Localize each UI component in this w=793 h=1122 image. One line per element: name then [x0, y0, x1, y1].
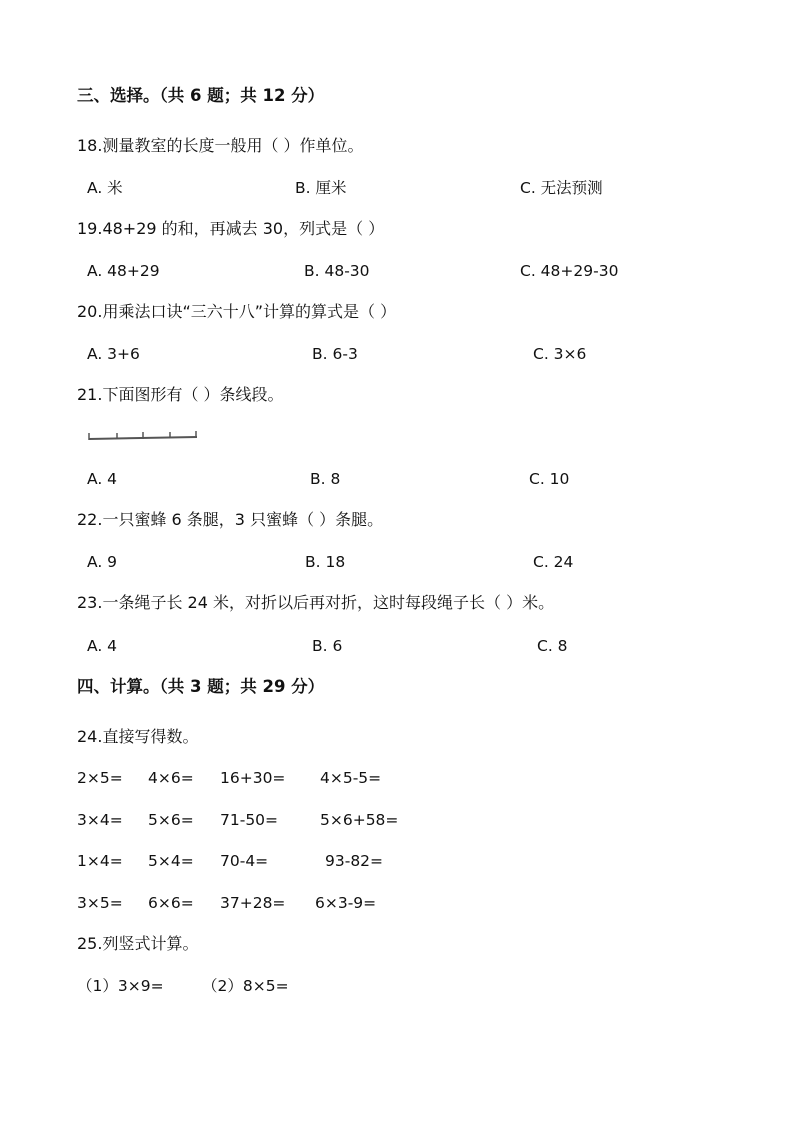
- q21-option-c: C. 10: [529, 470, 570, 488]
- calc-item: 70-4=: [220, 852, 269, 870]
- question-25: 25.列竖式计算。: [77, 934, 199, 953]
- q19-option-b: B. 48-30: [304, 262, 370, 280]
- q19-option-a: A. 48+29: [87, 262, 160, 280]
- section-4-heading: 四、计算。（共 3 题；共 29 分）: [77, 677, 325, 696]
- q18-option-a: A. 米: [87, 179, 123, 197]
- q20-option-c: C. 3×6: [533, 345, 587, 363]
- question-19: 19.48+29 的和，再减去 30，列式是（ ）: [77, 219, 385, 238]
- calc-item: 16+30=: [220, 769, 286, 787]
- calc-item: 3×4=: [77, 811, 123, 829]
- q25-item-1: （1）3×9=: [77, 977, 164, 995]
- calc-item: 37+28=: [220, 894, 286, 912]
- question-20: 20.用乘法口诀“三六十八”计算的算式是（ ）: [77, 302, 397, 321]
- calc-item: 4×6=: [148, 769, 194, 787]
- calc-item: 1×4=: [77, 852, 123, 870]
- calc-item: 4×5-5=: [320, 769, 382, 787]
- q18-option-c: C. 无法预测: [520, 179, 603, 197]
- question-22: 22.一只蜜蜂 6 条腿，3 只蜜蜂（ ）条腿。: [77, 510, 384, 529]
- calc-item: 5×6+58=: [320, 811, 399, 829]
- q22-option-c: C. 24: [533, 553, 574, 571]
- calc-item: 6×3-9=: [315, 894, 377, 912]
- calc-item: 5×4=: [148, 852, 194, 870]
- calc-item: 6×6=: [148, 894, 194, 912]
- question-23: 23.一条绳子长 24 米，对折以后再对折，这时每段绳子长（ ）米。: [77, 593, 555, 612]
- q21-option-b: B. 8: [310, 470, 341, 488]
- q25-item-2: （2）8×5=: [202, 977, 289, 995]
- q23-option-c: C. 8: [537, 637, 568, 655]
- calc-item: 3×5=: [77, 894, 123, 912]
- q20-option-a: A. 3+6: [87, 345, 140, 363]
- q23-option-b: B. 6: [312, 637, 343, 655]
- q22-option-a: A. 9: [87, 553, 118, 571]
- calc-item: 93-82=: [325, 852, 384, 870]
- section-3-heading: 三、选择。（共 6 题；共 12 分）: [77, 86, 325, 105]
- q18-option-b: B. 厘米: [295, 179, 347, 197]
- q23-option-a: A. 4: [87, 637, 118, 655]
- q22-option-b: B. 18: [305, 553, 346, 571]
- q19-option-c: C. 48+29-30: [520, 262, 619, 280]
- calc-item: 2×5=: [77, 769, 123, 787]
- question-21: 21.下面图形有（ ）条线段。: [77, 385, 284, 404]
- calc-item: 5×6=: [148, 811, 194, 829]
- question-24: 24.直接写得数。: [77, 727, 199, 746]
- question-18: 18.测量教室的长度一般用（ ）作单位。: [77, 136, 364, 155]
- q21-option-a: A. 4: [87, 470, 118, 488]
- calc-item: 71-50=: [220, 811, 279, 829]
- line-segment-figure: [86, 428, 200, 444]
- q20-option-b: B. 6-3: [312, 345, 358, 363]
